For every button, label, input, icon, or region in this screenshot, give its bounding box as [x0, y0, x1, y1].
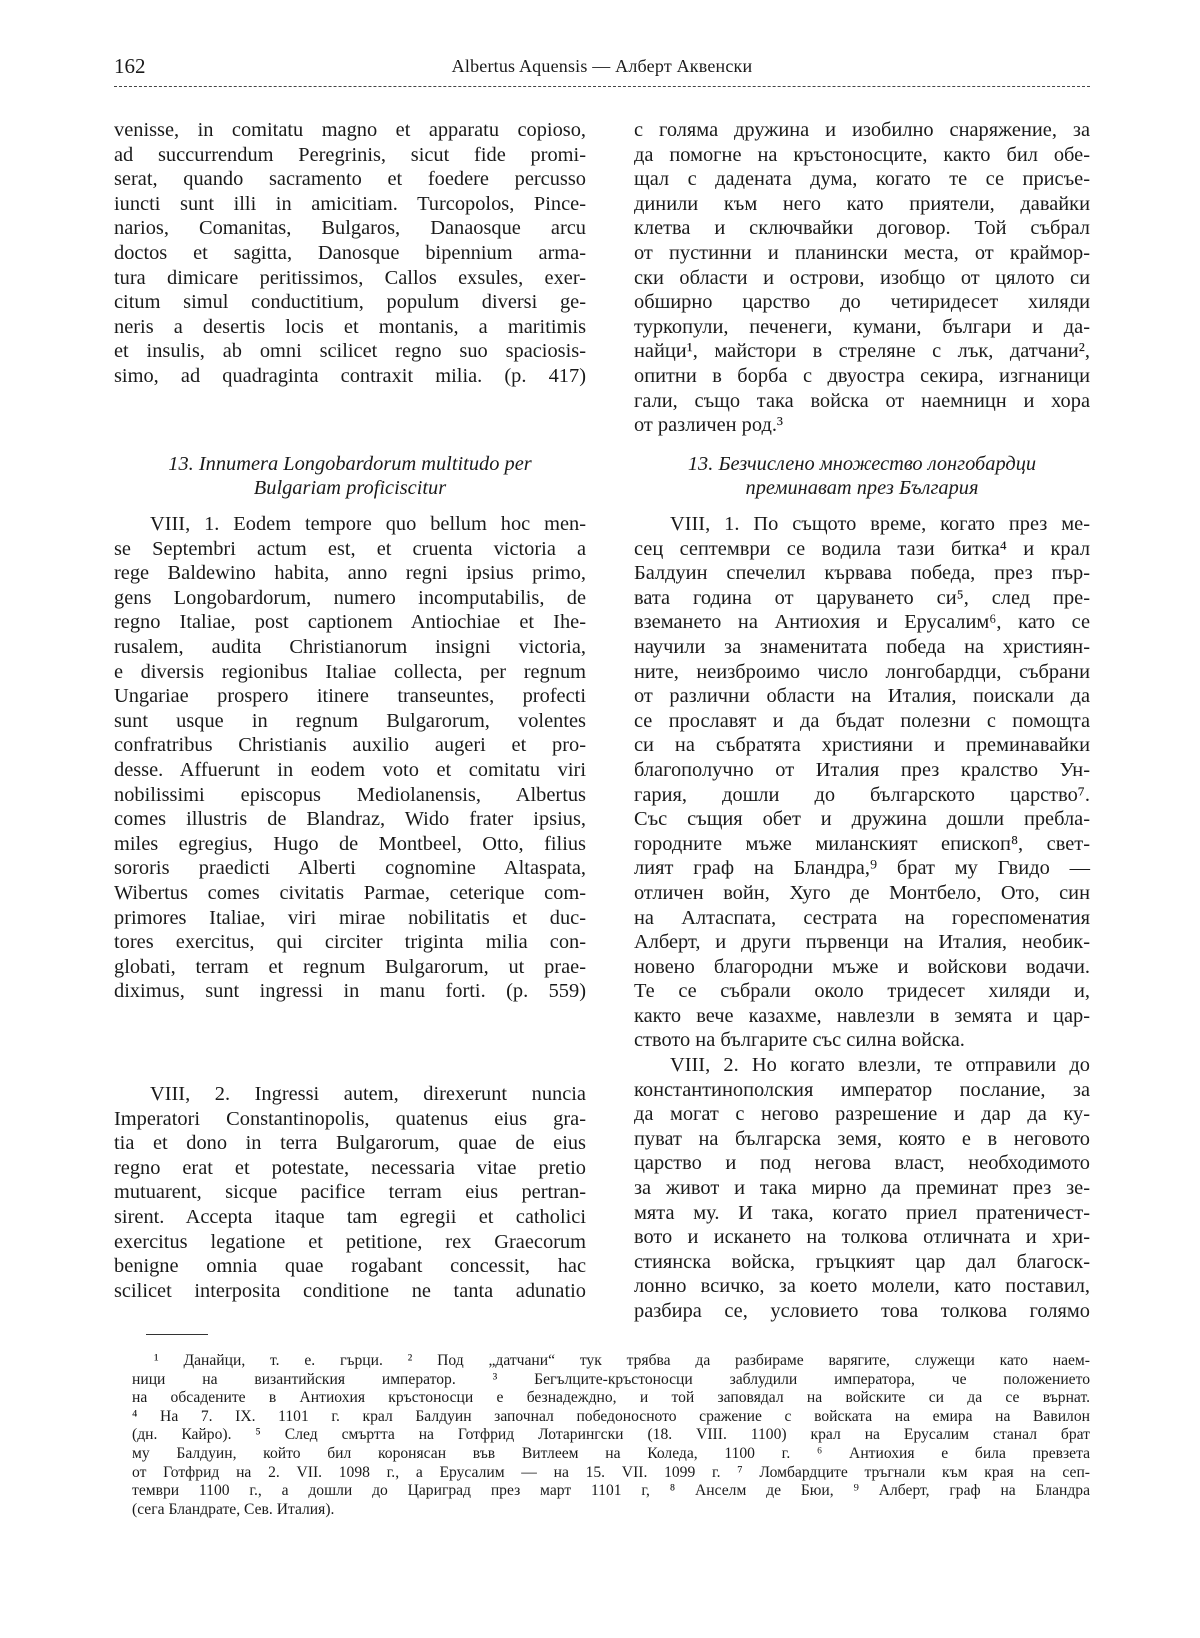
bulgarian-paragraph-viii-1	[634, 512, 1090, 1053]
text-line: вземането на Антиохия и Ерусалим⁶, като се	[634, 611, 1090, 634]
footnote-line: от Готфрид на 2. VII. 1098 г., а Ерусалим — на 15. VII. 1099 г. ⁷ Ломбардците тръгнали към края на сеп-	[132, 1463, 1090, 1481]
text-line: VIII, 1. По същото време, когато през ме-	[670, 513, 1090, 535]
text-line: sunt usque in regnum Bulgarorum, volentes	[114, 709, 586, 732]
text-line: вото и искането на толкова отличната и хри-	[634, 1226, 1090, 1249]
text-line: лият граф на Бландра,⁹ брат му Гвидо —	[634, 857, 1090, 880]
bulgarian-paragraph-viii-2	[634, 1053, 1090, 1324]
text-line: desse. Affuerunt in eodem voto et comitatu viri	[114, 758, 586, 781]
text-line: клетва и сключвайки договор. Той събрал	[634, 217, 1090, 240]
text-line: nobilissimi episcopus Mediolanensis, Albertus	[114, 783, 586, 806]
text-line: Imperatori Constantinopolis, quatenus eius gra-	[114, 1107, 586, 1130]
text-line: отличен войн, Хуго де Монтбело, Ото, син	[634, 881, 1090, 904]
text-line: динили към него като приятели, давайки	[634, 192, 1090, 215]
bulgarian-section-heading	[634, 452, 1090, 500]
text-line: miles egregius, Hugo de Montbeel, Otto, filius	[114, 832, 586, 855]
text-line: щал с дадената дума, когато те се присъе-	[634, 168, 1090, 191]
text-line: benigne omnia quae rogabant concessit, hac	[114, 1255, 586, 1278]
text-line: ните, неизброимо число лонгобардци, събрани	[634, 660, 1090, 683]
text-line: globati, terram et regnum Bulgarorum, ut prae-	[114, 955, 586, 978]
text-line: ството на българите със силна войска.	[634, 1029, 965, 1052]
header-rule	[114, 86, 1090, 87]
text-line: citum simul conductitium, populum diversi ge-	[114, 291, 586, 314]
text-line: Ungariae prospero itinere transeuntes, profecti	[114, 685, 586, 708]
text-line: VIII, 1. Eodem tempore quo bellum hoc men-	[150, 513, 586, 535]
text-line: tura dimicare peritissimos, Callos exsules, exer-	[114, 266, 586, 289]
text-line: sororis praedicti Alberti cognomine Altaspata,	[114, 857, 586, 880]
text-line: venisse, in comitatu magno et apparatu copioso,	[114, 119, 586, 141]
text-line: си на събратята християни и преминавайки	[634, 734, 1090, 757]
text-line: мята му. И така, когато приел пратеничест-	[634, 1201, 1090, 1224]
text-line: обширно царство до четиридесет хиляди	[634, 291, 1090, 314]
text-line: tia et dono in terra Bulgarorum, quae de eius	[114, 1132, 586, 1155]
text-line: вата година от царуването си⁵, след пре-	[634, 586, 1090, 609]
footnote-line: тември 1100 г., а дошли до Цариград през март 1101 г, ⁸ Анселм де Бюи, ⁹ Алберт, граф на Бландра	[132, 1482, 1090, 1500]
page-number: 162	[114, 54, 146, 78]
text-line: e diversis regionibus Italiae collecta, per regnum	[114, 660, 586, 683]
text-line: et insulis, ab omni scilicet regno suo spaciosis-	[114, 340, 586, 363]
heading-line: Bulgariam proficiscitur	[253, 477, 447, 499]
footnote-line: ⁴ На 7. IX. 1101 г. крал Балдуин започнал победоносното сражение с войската на емира на Вавилон	[132, 1407, 1090, 1425]
footnotes	[132, 1352, 1090, 1519]
text-line: gens Longobardorum, numero incomputabilis, de	[114, 586, 586, 609]
text-line: на Алтаспата, сестрата на гореспоменатия	[634, 906, 1090, 929]
text-line: новено благородни мъже и войскови водачи.	[634, 955, 1090, 978]
running-title: Albertus Aquensis — Алберт Аквенски	[451, 56, 753, 76]
text-line: научили за знаменитата победа на християн-	[634, 635, 1090, 658]
text-line: от различни области на Италия, поискали да	[634, 685, 1090, 708]
text-line: найци¹, майстори в стреляне с лък, датчани²,	[634, 340, 1090, 363]
text-line: благополучно от Италия през кралство Ун-	[634, 758, 1090, 781]
footnote-line: ници на византийския император. ³ Бегълците-кръстоносци заблудили императора, че положението	[132, 1370, 1090, 1388]
text-line: да помогне на кръстоносците, както бил обе-	[634, 143, 1090, 166]
bulgarian-intro-paragraph	[634, 118, 1090, 438]
latin-paragraph-viii-1	[114, 512, 586, 1004]
latin-intro-paragraph	[114, 118, 586, 389]
text-line: se Septembri actum est, et cruenta victoria a	[114, 537, 586, 560]
text-line: лонно всичко, за което молели, като поставил,	[634, 1275, 1090, 1298]
text-line: гария, дошли до българското царство⁷.	[634, 783, 1090, 806]
text-line: comes illustris de Blandraz, Wido frater ipsius,	[114, 808, 586, 831]
text-line: гали, също така войска от наемницн и хора	[634, 389, 1090, 412]
text-line: ски области и острови, изобщо от цялото си	[634, 266, 1090, 289]
text-line: сец септември се водила тази битка⁴ и крал	[634, 537, 1090, 560]
text-line: iuncti sunt illi in amicitiam. Turcopolos, Pince-	[114, 192, 586, 215]
text-line: городните мъже миланският епископ⁸, свет-	[634, 832, 1090, 855]
heading-line: 13. Innumera Longobardorum multitudo per	[168, 453, 532, 475]
text-line: diximus, sunt ingressi in manu forti. (p. 559)	[114, 980, 586, 1003]
text-line: rusalem, audita Christianorum insigni victoria,	[114, 635, 586, 658]
text-line: царство и под негова власт, необходимото	[634, 1152, 1090, 1175]
text-line: от различен род.³	[634, 414, 784, 437]
text-line: mutuarent, sicque pacifice terram eius pertran-	[114, 1181, 586, 1204]
text-line: regno erat et potestate, necessaria vitae pretio	[114, 1156, 586, 1179]
text-line: tores exercitus, qui circiter triginta milia con-	[114, 931, 586, 954]
text-line: narios, Comanitas, Bulgaros, Danaosque arcu	[114, 217, 586, 240]
text-line: Със същия обет и дружина дошли пребла-	[634, 808, 1090, 831]
latin-paragraph-viii-2	[114, 1082, 586, 1303]
heading-line: 13. Безчислено множество лонгобардци	[687, 453, 1037, 475]
text-line: simo, ad quadraginta contraxit milia. (p. 417)	[114, 364, 586, 387]
text-line: serat, quando sacramento et foedere percusso	[114, 168, 586, 191]
text-line: както вече казахме, навлезли в земята и цар-	[634, 1004, 1090, 1027]
text-line: Балдуин спечелил кървава победа, през пър-	[634, 562, 1090, 585]
text-line: с голяма дружина и изобилно снаряжение, за	[634, 119, 1090, 141]
footnote-line: ¹ Данайци, т. е. гърци. ² Под „датчани“ тук трябва да разбираме варягите, служещи като наем-	[154, 1352, 1090, 1369]
text-line: разбира се, условието това толкова голямо	[634, 1299, 1090, 1322]
text-line: doctos et sagitta, Danosque bipennium arma-	[114, 241, 586, 264]
text-line: туркопули, печенеги, кумани, българи и да-	[634, 315, 1090, 338]
page-header	[114, 54, 1090, 84]
text-line: стиянска войска, гръцкият цар дал благоск-	[634, 1250, 1090, 1273]
text-line: regno Italiae, post captionem Antiochiae et Ihe-	[114, 611, 586, 634]
footnote-line: му Балдуин, който бил коронясан във Витлеем на Коледа, 1100 г. ⁶ Антиохия е била превзета	[132, 1444, 1090, 1462]
text-line: константинополския император послание, за	[634, 1078, 1090, 1101]
text-line: пуват на българска земя, която е в неговото	[634, 1127, 1090, 1150]
footnote-rule	[146, 1334, 208, 1335]
text-line: ad succurrendum Peregrinis, sicut fide promi-	[114, 143, 586, 166]
text-line: VIII, 2. Ingressi autem, direxerunt nuncia	[150, 1083, 586, 1105]
text-line: VIII, 2. Но когато влезли, те отправили до	[670, 1054, 1090, 1076]
text-line: sirent. Accepta itaque tam egregii et catholici	[114, 1205, 586, 1228]
text-line: Те се събрали около тридесет хиляди и,	[634, 980, 1090, 1003]
text-line: Алберт, и други първенци на Италия, необик-	[634, 931, 1090, 954]
latin-section-heading	[114, 452, 586, 500]
text-line: се прославят и да бъдат полезни с помощта	[634, 709, 1090, 732]
text-line: confratribus Christianis auxilio augeri et pro-	[114, 734, 586, 757]
text-line: за живот и така мирно да преминат през зе-	[634, 1176, 1090, 1199]
footnote-line: (дн. Кайро). ⁵ След смъртта на Готфрид Лотарингски (18. VIII. 1100) крал на Ерусалим станал брат	[132, 1426, 1090, 1444]
footnote-line: (сега Бландрате, Сев. Италия).	[132, 1500, 335, 1518]
text-line: primores Italiae, viri mirae nobilitatis et duc-	[114, 906, 586, 929]
text-line: neris a desertis locis et montanis, a maritimis	[114, 315, 586, 338]
text-line: да могат с негово разрешение и дар да ку-	[634, 1103, 1090, 1126]
heading-line: преминават през България	[745, 477, 979, 499]
text-line: опитни в борба с двуостра секира, изгнаници	[634, 364, 1090, 387]
footnote-line: на обсадените в Антиохия кръстоносци е безнадеждно, и той заповядал на войските си да се върнат.	[132, 1389, 1090, 1407]
text-line: Wibertus comes civitatis Parmae, ceterique com-	[114, 881, 586, 904]
text-line: от пустинни и планински места, от краймор-	[634, 241, 1090, 264]
text-line: exercitus legatione et petitione, rex Graecorum	[114, 1230, 586, 1253]
text-line: scilicet interposita conditione ne tanta adunatio	[114, 1279, 586, 1302]
text-line: rege Baldewino habita, anno regni ipsius primo,	[114, 562, 586, 585]
